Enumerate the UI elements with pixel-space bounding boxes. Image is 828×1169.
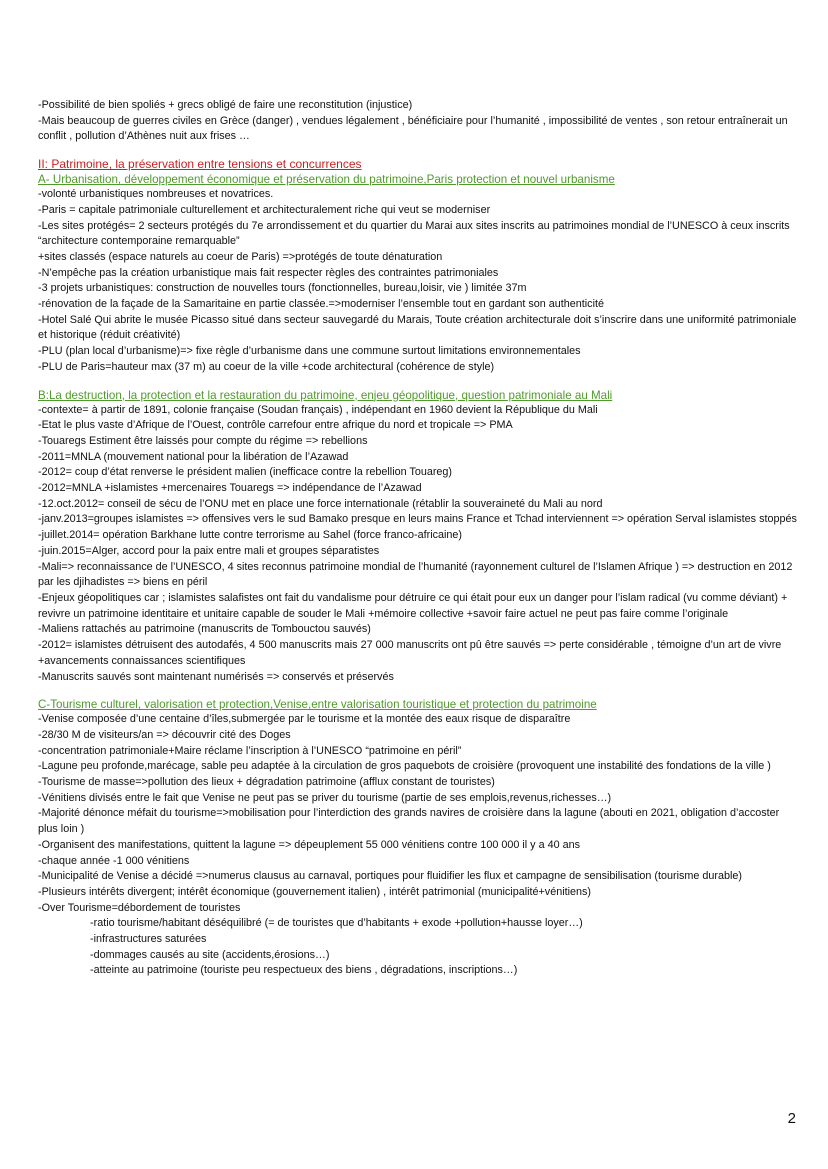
- section-b-body: [38, 403, 798, 686]
- text-line: -Plusieurs intérêts divergent; intérêt économique (gouvernement italien) , intérêt patrimonial (municipalité+vénitiens): [38, 885, 592, 898]
- sub-item: -ratio tourisme/habitant déséquilibré (= de touristes que d’habitants + exode +pollution+hausse loyer…): [90, 917, 583, 930]
- text-line: -rénovation de la façade de la Samaritaine en partie classée.=>moderniser l’ensemble tout en gardant son authenticité: [38, 298, 604, 311]
- section-a-title: A- Urbanisation, développement économique et préservation du patrimoine,Paris protection et nouvel urbanisme: [38, 173, 615, 187]
- text-line: -Etat le plus vaste d’Afrique de l’Ouest, contrôle carrefour entre afrique du nord et tropicale => PMA: [38, 419, 513, 432]
- part-title: II: Patrimoine, la préservation entre tensions et concurrences: [38, 157, 362, 172]
- intro-block: [38, 98, 798, 145]
- text-line: -Venise composée d’une centaine d’îles,submergée par le tourisme et la montée des eaux risque de disparaître: [38, 713, 571, 726]
- text-line: -Tourisme de masse=>pollution des lieux + dégradation patrimoine (afflux constant de touristes): [38, 776, 495, 789]
- text-line: -PLU de Paris=hauteur max (37 m) au coeur de la ville +code architectural (cohérence de style): [38, 360, 495, 373]
- text-line: -12.oct.2012= conseil de sécu de l’ONU met en place une force internationale (rétablir la souveraineté du Mali au nord: [38, 497, 603, 510]
- section-c-body: [38, 712, 798, 979]
- text-line: -Enjeux géopolitiques car ; islamistes salafistes ont fait du vandalisme pour détruire ce qui était pour eux un danger pour l’islam radical (vu comme déviant) + revivre un patrimoine identitaire et unitaire capable de souder le Mali +mémoire collective +savoir faire actuel ne peut pas faire comme l’originale: [38, 591, 788, 620]
- text-line: -Vénitiens divisés entre le fait que Venise ne peut pas se priver du tourisme (partie de ses emplois,revenus,richesses…): [38, 791, 612, 804]
- text-line: -contexte= à partir de 1891, colonie française (Soudan français) , indépendant en 1960 devient la République du Mali: [38, 403, 598, 416]
- text-line: -Touaregs Estiment être laissés pour compte du régime => rebellions: [38, 434, 368, 447]
- section-c-title: C-Tourisme culturel, valorisation et protection,Venise,entre valorisation touristique et protection du patrimoine: [38, 698, 597, 712]
- text-line: -juillet.2014= opération Barkhane lutte contre terrorisme au Sahel (force franco-africaine): [38, 529, 462, 542]
- text-line: -2012=MNLA +islamistes +mercenaires Touaregs => indépendance de l’Azawad: [38, 482, 422, 495]
- text-line: -2011=MNLA (mouvement national pour la libération de l’Azawad: [38, 450, 349, 463]
- text-line: -Hotel Salé Qui abrite le musée Picasso situé dans secteur sauvegardé du Marais, Toute création architecturale doit s’inscrire dans une uniformité patrimoniale et historique (réduit créativité): [38, 313, 797, 342]
- text-line: -Paris = capitale patrimoniale culturellement et architecturalement riche qui veut se moderniser: [38, 203, 491, 216]
- text-line: -Municipalité de Venise a décidé =>numerus clausus au carnaval, portiques pour fluidifier les flux et campagne de sensibilisation (tourisme durable): [38, 870, 742, 883]
- text-line: -janv.2013=groupes islamistes => offensives vers le sud Bamako presque en leurs mains France et Tchad interviennent => opération Serval islamistes stoppés: [38, 513, 797, 526]
- text-line: -Mali=> reconnaissance de l’UNESCO, 4 sites reconnus patrimoine mondial de l’humanité (rayonnement culturel de l’Islamen Afrique ) => destruction en 2012 par les djihadistes => biens en péril: [38, 560, 793, 589]
- sub-item: -infrastructures saturées: [90, 933, 207, 946]
- text-line: -concentration patrimoniale+Maire réclame l’inscription à l’UNESCO “patrimoine en péril”: [38, 744, 462, 757]
- text-line: -2012= islamistes détruisent des autodafés, 4 500 manuscrits mais 27 000 manuscrits ont pû être sauvés => perte considérable , témoigne d’un art de vivre +avancements connaissances scientifiques: [38, 639, 782, 667]
- text-line: -juin.2015=Alger, accord pour la paix entre mali et groupes séparatistes: [38, 544, 380, 557]
- text-line: -Les sites protégés= 2 secteurs protégés du 7e arrondissement et du quartier du Marai aux sites inscrits au patrimoines mondial de l’UNESCO à ceux inscrits “architecture contemporaine remarquable”: [38, 219, 790, 248]
- section-a-body: [38, 187, 798, 375]
- text-line: -Over Tourisme=débordement de touristes: [38, 901, 241, 914]
- text-line: -volonté urbanistiques nombreuses et novatrices.: [38, 188, 274, 201]
- text-line: -28/30 M de visiteurs/an => découvrir cité des Doges: [38, 728, 291, 741]
- text-line: -Organisent des manifestations, quittent la lagune => dépeuplement 55 000 vénitiens contre 100 000 il y a 40 ans: [38, 838, 581, 851]
- text-line: -PLU (plan local d’urbanisme)=> fixe règle d’urbanisme dans une commune surtout limitations environnementales: [38, 345, 581, 358]
- text-line: -Mais beaucoup de guerres civiles en Grèce (danger) , vendues légalement , bénéficiaire pour l’humanité , impossibilité de ventes , son retour entraînerait un conflit , pollution d’Athènes nuit aux frises …: [38, 114, 788, 143]
- document-page: [38, 98, 798, 979]
- text-line: -Majorité dénonce méfait du tourisme=>mobilisation pour l’interdiction des grands navires de croisière dans la lagune (abouti en 2021, obligation d’accoster plus loin ): [38, 807, 780, 836]
- text-line: -chaque année -1 000 vénitiens: [38, 854, 190, 867]
- text-line: -Manuscrits sauvés sont maintenant numérisés => conservés et préservés: [38, 670, 394, 683]
- text-line: -Maliens rattachés au patrimoine (manuscrits de Tombouctou sauvés): [38, 623, 371, 636]
- page-number: 2: [787, 1110, 796, 1127]
- text-line: -2012= coup d’état renverse le président malien (inefficace contre la rebellion Touareg): [38, 466, 453, 479]
- text-line: +sites classés (espace naturels au coeur de Paris) =>protégés de toute dénaturation: [38, 250, 443, 263]
- text-line: -Lagune peu profonde,marécage, sable peu adaptée à la circulation de gros paquebots de croisière (provoquent une instabilité des fondations de la ville ): [38, 760, 771, 773]
- sub-item: -dommages causés au site (accidents,érosions…): [90, 948, 330, 961]
- text-line: -N’empêche pas la création urbanistique mais fait respecter règles des contraintes patrimoniales: [38, 266, 499, 279]
- text-line: -Possibilité de bien spoliés + grecs obligé de faire une reconstitution (injustice): [38, 99, 413, 111]
- sub-item: -atteinte au patrimoine (touriste peu respectueux des biens , dégradations, inscriptions…): [90, 964, 518, 977]
- text-line: -3 projets urbanistiques: construction de nouvelles tours (fonctionnelles, bureau,loisir, vie ) limitée 37m: [38, 282, 527, 295]
- section-b-title: B:La destruction, la protection et la restauration du patrimoine, enjeu géopolitique, question patrimoniale au Mali: [38, 388, 613, 402]
